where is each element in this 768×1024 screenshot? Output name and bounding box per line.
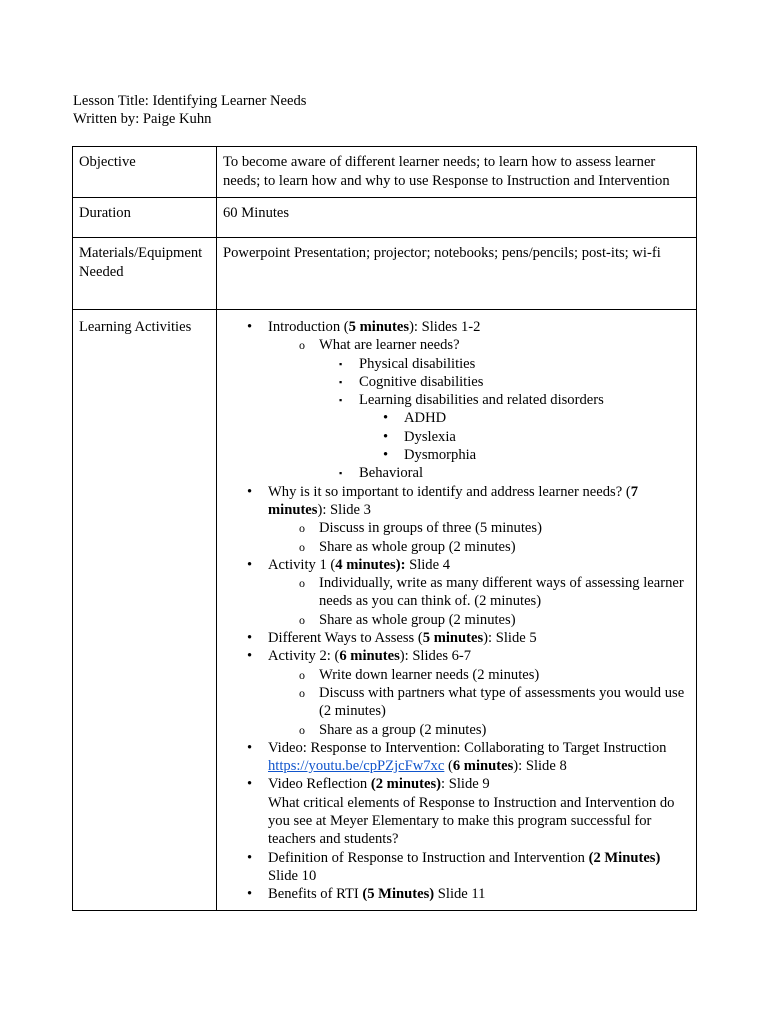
lesson-plan-table: [72, 146, 697, 911]
list-item: • Introduction (5 minutes): Slides 1-2: [247, 319, 481, 335]
circle-bullet-icon: o: [299, 338, 305, 353]
author-line: Written by: Paige Kuhn: [73, 111, 212, 127]
list-item: o Discuss with partners what type of assessments you would use (2 minutes): [299, 684, 685, 720]
list-item: • Benefits of RTI (5 Minutes) Slide 11: [247, 886, 486, 903]
activities-label: Learning Activities: [73, 310, 217, 911]
list-item: • Dysmorphia: [383, 447, 477, 464]
document-header: [73, 92, 306, 128]
table-row: [73, 198, 697, 238]
list-item: o Individually, write as many different ways of assessing learner needs as you can think of. (2 minutes): [299, 575, 684, 610]
square-bullet-icon: ▪: [339, 395, 343, 406]
bullet-icon: •: [383, 410, 389, 427]
objective-label: Objective: [73, 147, 217, 198]
list-item: • Dyslexia: [383, 428, 456, 445]
reflection-question: What critical elements of Response to Instruction and Intervention do you see at Meyer Elementary to make this program successful for teachers and students?: [268, 794, 675, 848]
duration-label: Duration: [73, 198, 217, 238]
circle-bullet-icon: o: [299, 722, 305, 737]
bullet-icon: •: [247, 319, 253, 335]
circle-bullet-icon: o: [299, 667, 305, 682]
bullet-icon: •: [247, 886, 253, 903]
list-item: ▪ Cognitive disabilities: [339, 373, 484, 390]
square-bullet-icon: ▪: [339, 376, 343, 387]
list-item: • Activity 1 (4 minutes): Slide 4: [247, 556, 451, 573]
bullet-icon: •: [247, 739, 253, 756]
list-item: ▪ Behavioral: [339, 465, 424, 482]
list-item: o Discuss in groups of three (5 minutes): [299, 520, 542, 537]
table-row: [73, 310, 697, 911]
list-item: o Share as whole group (2 minutes): [299, 611, 516, 628]
circle-bullet-icon: o: [299, 576, 305, 591]
table-row: [73, 147, 697, 198]
duration-value: 60 Minutes: [217, 198, 697, 238]
bullet-icon: •: [247, 849, 253, 866]
materials-label: Materials/Equipment Needed: [73, 238, 217, 310]
bullet-icon: •: [247, 630, 253, 647]
list-item: ▪ Learning disabilities and related disorders: [339, 392, 604, 409]
objective-value: To become aware of different learner needs; to learn how to assess learner needs; to learn how and why to use Response to Instruction and Intervention: [217, 147, 697, 198]
bullet-icon: •: [383, 447, 389, 464]
bullet-icon: •: [247, 776, 253, 793]
circle-bullet-icon: o: [299, 612, 305, 627]
list-item: • Definition of Response to Instruction and Intervention (2 Minutes) Slide 10: [247, 849, 661, 884]
bullet-icon: •: [247, 483, 253, 500]
list-item: o Write down learner needs (2 minutes): [299, 666, 540, 683]
list-item: • Video: Response to Intervention: Collaborating to Target Instruction https://youtu.be/cpPZjcFw7xc (6 minutes): Slide 8: [247, 739, 667, 775]
list-item: o Share as a group (2 minutes): [299, 721, 487, 738]
bullet-icon: •: [247, 556, 253, 573]
list-item: • Activity 2: (6 minutes): Slides 6-7: [247, 648, 472, 665]
table-row: [73, 238, 697, 310]
list-item: • Different Ways to Assess (5 minutes): Slide 5: [247, 630, 537, 647]
square-bullet-icon: ▪: [339, 358, 343, 369]
list-item: • Video Reflection (2 minutes): Slide 9 What critical elements of Response to Instruction and Intervention do you see at Meyer Elementary to make this program successful for teachers and students?: [247, 776, 675, 848]
bullet-icon: •: [247, 648, 253, 665]
bullet-icon: •: [383, 428, 389, 445]
video-link[interactable]: https://youtu.be/cpPZjcFw7xc: [268, 758, 445, 775]
circle-bullet-icon: o: [299, 539, 305, 554]
list-item: o What are learner needs?: [299, 337, 460, 354]
circle-bullet-icon: o: [299, 521, 305, 536]
list-item: o Share as whole group (2 minutes): [299, 538, 516, 555]
list-item: • ADHD: [383, 410, 447, 427]
lesson-title: Lesson Title: Identifying Learner Needs: [73, 93, 307, 109]
circle-bullet-icon: o: [299, 685, 305, 700]
materials-value: Powerpoint Presentation; projector; notebooks; pens/pencils; post-its; wi-fi: [217, 238, 697, 310]
activities-list: [217, 310, 697, 911]
square-bullet-icon: ▪: [339, 468, 343, 479]
list-item: • Why is it so important to identify and address learner needs? (7 minutes): Slide 3: [247, 483, 639, 518]
list-item: ▪ Physical disabilities: [339, 355, 476, 372]
